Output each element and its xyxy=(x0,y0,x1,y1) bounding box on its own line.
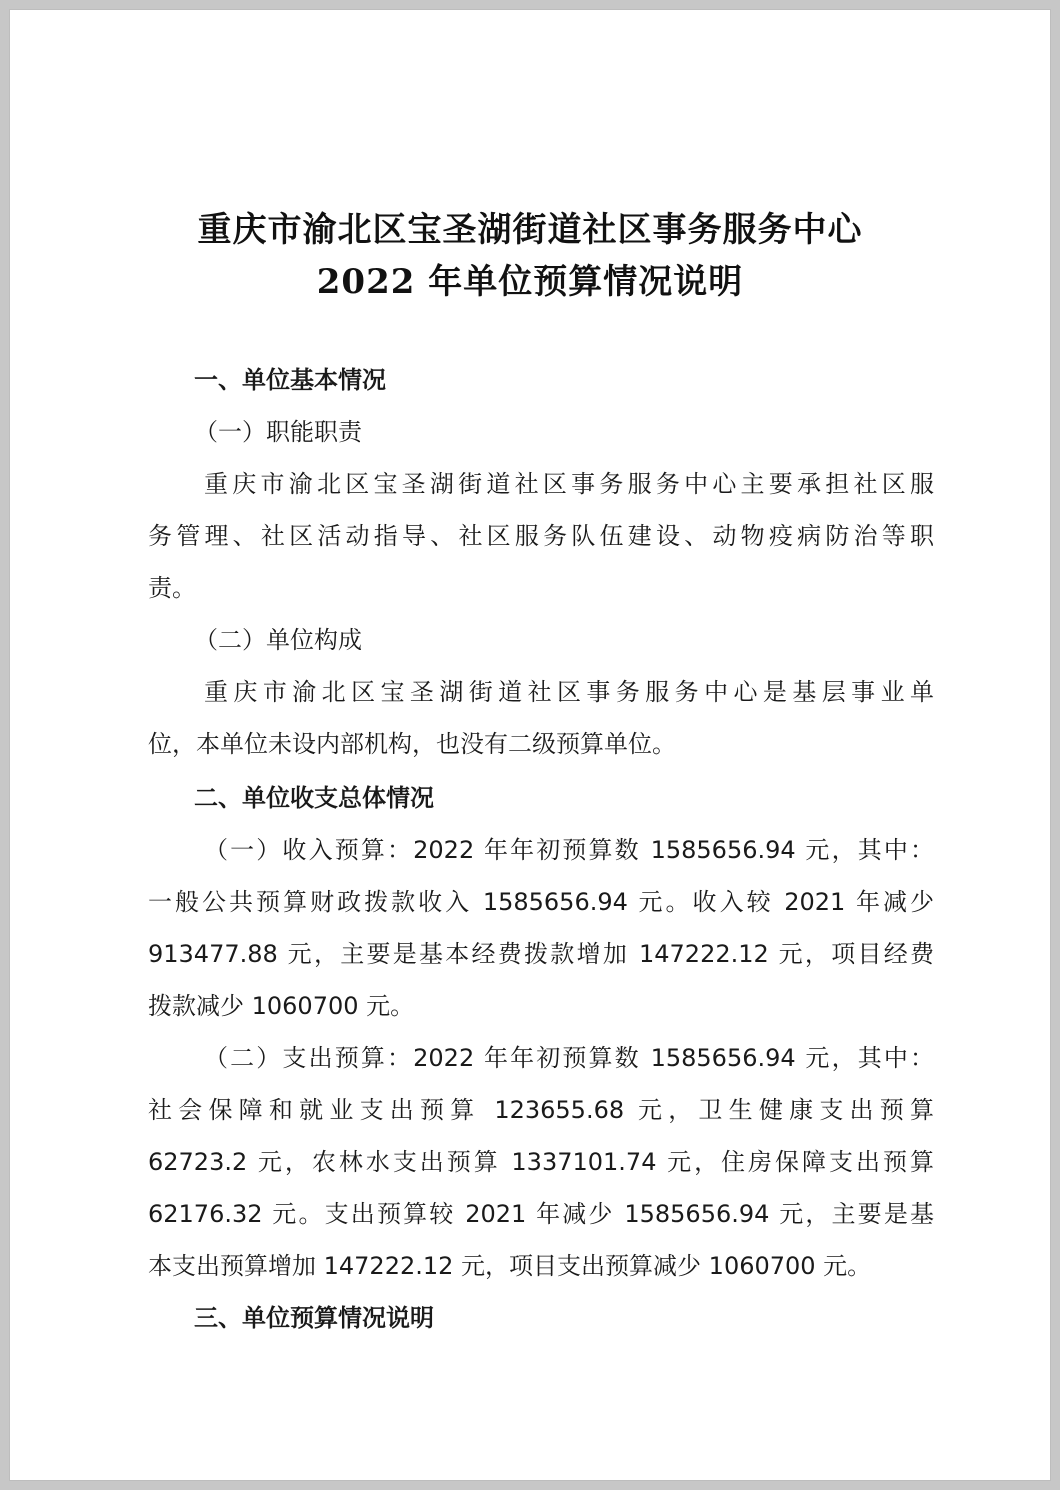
doc-title-line1: 重庆市渝北区宝圣湖街道社区事务服务中心 xyxy=(197,210,863,250)
para3-line1: （一）收入预算：2022 年年初预算数 1585656.94 元，其中： xyxy=(204,836,934,864)
section-heading-1: 一、单位基本情况 xyxy=(194,366,386,394)
para3-line3: 913477.88 元，主要是基本经费拨款增加 147222.12 元，项目经费 xyxy=(148,940,934,968)
para1-line1: 重庆市渝北区宝圣湖街道社区事务服务中心主要承担社区服 xyxy=(204,470,934,498)
para2-line1: 重庆市渝北区宝圣湖街道社区事务服务中心是基层事业单 xyxy=(204,678,934,706)
section-heading-2: 二、单位收支总体情况 xyxy=(194,784,434,812)
para2-line2: 位，本单位未设内部机构，也没有二级预算单位。 xyxy=(148,730,676,758)
subheading-1-2: （二）单位构成 xyxy=(194,626,362,654)
para4-line5: 本支出预算增加 147222.12 元，项目支出预算减少 1060700 元。 xyxy=(148,1252,872,1280)
para4-line4: 62176.32 元。支出预算较 2021 年减少 1585656.94 元，主要是基 xyxy=(148,1200,934,1228)
doc-title-line2: 2022 年单位预算情况说明 xyxy=(316,262,744,302)
para4-line2: 社会保障和就业支出预算 123655.68 元，卫生健康支出预算 xyxy=(148,1096,934,1124)
subheading-1-1: （一）职能职责 xyxy=(194,418,362,446)
para3-line4: 拨款减少 1060700 元。 xyxy=(148,992,415,1020)
document-page xyxy=(10,10,1050,1480)
para4-line1: （二）支出预算：2022 年年初预算数 1585656.94 元，其中： xyxy=(204,1044,934,1072)
para3-line2: 一般公共预算财政拨款收入 1585656.94 元。收入较 2021 年减少 xyxy=(148,888,934,916)
para1-line3: 责。 xyxy=(148,574,196,602)
para4-line3: 62723.2 元，农林水支出预算 1337101.74 元，住房保障支出预算 xyxy=(148,1148,934,1176)
section-heading-3: 三、单位预算情况说明 xyxy=(194,1304,434,1332)
para1-line2: 务管理、社区活动指导、社区服务队伍建设、动物疫病防治等职 xyxy=(148,522,934,550)
